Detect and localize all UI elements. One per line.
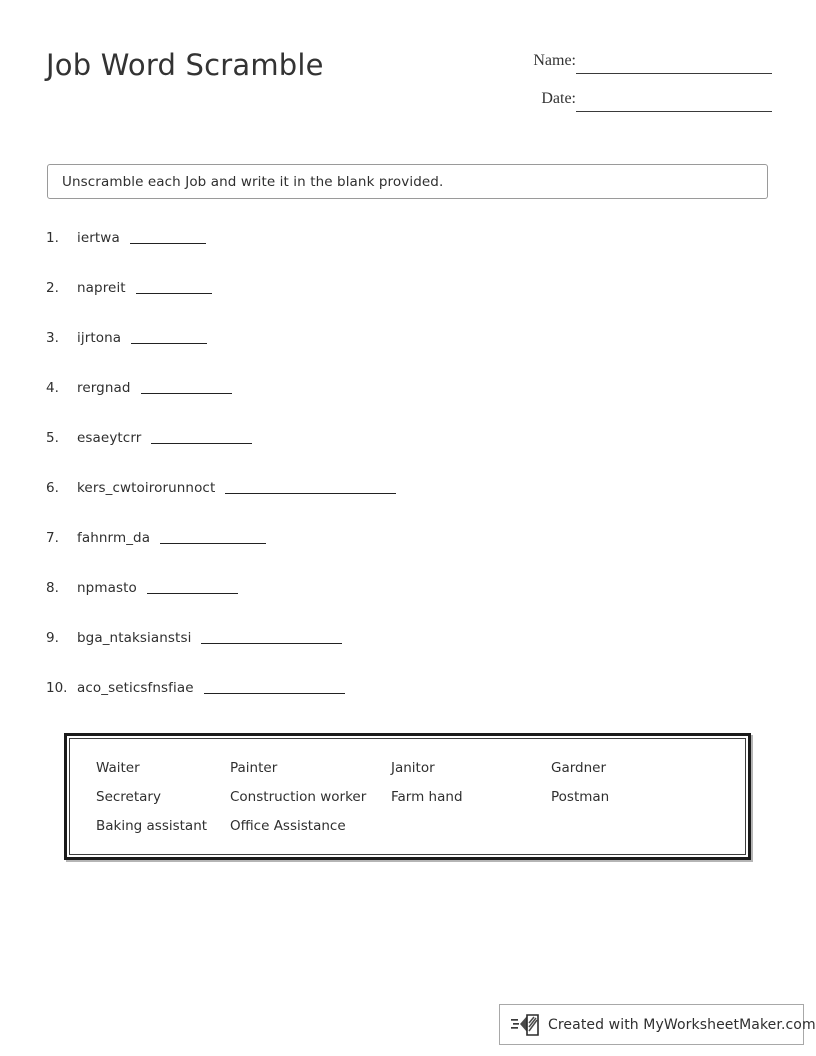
word-bank-word: Gardner (551, 759, 607, 776)
flying-page-icon (511, 1012, 541, 1038)
date-input-line[interactable] (576, 111, 772, 112)
question-list (46, 230, 766, 730)
answer-blank[interactable] (130, 230, 206, 244)
question-row (46, 430, 766, 480)
question-scramble: fahnrm_da (77, 530, 151, 546)
question-scramble: rergnad (77, 380, 131, 396)
word-bank-word: Construction worker (230, 788, 367, 805)
footer-text: Created with MyWorksheetMaker.com (548, 1016, 816, 1033)
word-bank-row (70, 811, 745, 840)
name-label: Name: (533, 52, 576, 69)
word-bank-inner (69, 738, 746, 855)
answer-blank[interactable] (151, 430, 252, 444)
question-number: 2. (46, 280, 59, 296)
instruction-text: Unscramble each Job and write it in the blank provided. (62, 173, 444, 190)
question-row (46, 680, 766, 730)
word-bank-word: Postman (551, 788, 610, 805)
question-row (46, 380, 766, 430)
date-field-row (500, 90, 772, 128)
name-field-row (500, 52, 772, 90)
question-row (46, 230, 766, 280)
question-number: 1. (46, 230, 59, 246)
question-scramble: aco_seticsfnsfiae (77, 680, 194, 696)
word-bank-word: Painter (230, 759, 278, 776)
instruction-box (47, 164, 768, 199)
word-bank-word: Office Assistance (230, 817, 346, 834)
answer-blank[interactable] (147, 580, 238, 594)
answer-blank[interactable] (136, 280, 212, 294)
question-row (46, 330, 766, 380)
answer-blank[interactable] (204, 680, 345, 694)
word-bank-word: Waiter (96, 759, 140, 776)
word-bank (64, 733, 751, 860)
footer-badge[interactable] (499, 1004, 816, 1045)
answer-blank[interactable] (141, 380, 232, 394)
question-row (46, 580, 766, 630)
question-number: 4. (46, 380, 59, 396)
question-number: 7. (46, 530, 59, 546)
question-scramble: bga_ntaksianstsi (77, 630, 192, 646)
word-bank-row (70, 782, 745, 811)
question-row (46, 630, 766, 680)
question-scramble: npmasto (77, 580, 137, 596)
name-date-fields (500, 52, 772, 128)
answer-blank[interactable] (201, 630, 342, 644)
question-scramble: esaeytcrr (77, 430, 142, 446)
word-bank-word: Secretary (96, 788, 161, 805)
question-scramble: napreit (77, 280, 126, 296)
name-input-line[interactable] (576, 73, 772, 74)
answer-blank[interactable] (225, 480, 396, 494)
word-bank-row (70, 753, 745, 782)
word-bank-word: Baking assistant (96, 817, 208, 834)
question-number: 5. (46, 430, 59, 446)
word-bank-word: Farm hand (391, 788, 463, 805)
question-scramble: iertwa (77, 230, 120, 246)
answer-blank[interactable] (160, 530, 266, 544)
question-number: 6. (46, 480, 59, 496)
word-bank-word: Janitor (391, 759, 435, 776)
question-row (46, 530, 766, 580)
question-number: 8. (46, 580, 59, 596)
question-number: 10. (46, 680, 68, 696)
answer-blank[interactable] (131, 330, 207, 344)
question-row (46, 480, 766, 530)
question-scramble: kers_cwtoirorunnoct (77, 480, 216, 496)
date-label: Date: (541, 90, 576, 107)
page-title: Job Word Scramble (46, 48, 324, 82)
question-row (46, 280, 766, 330)
question-number: 3. (46, 330, 59, 346)
question-scramble: ijrtona (77, 330, 122, 346)
question-number: 9. (46, 630, 59, 646)
